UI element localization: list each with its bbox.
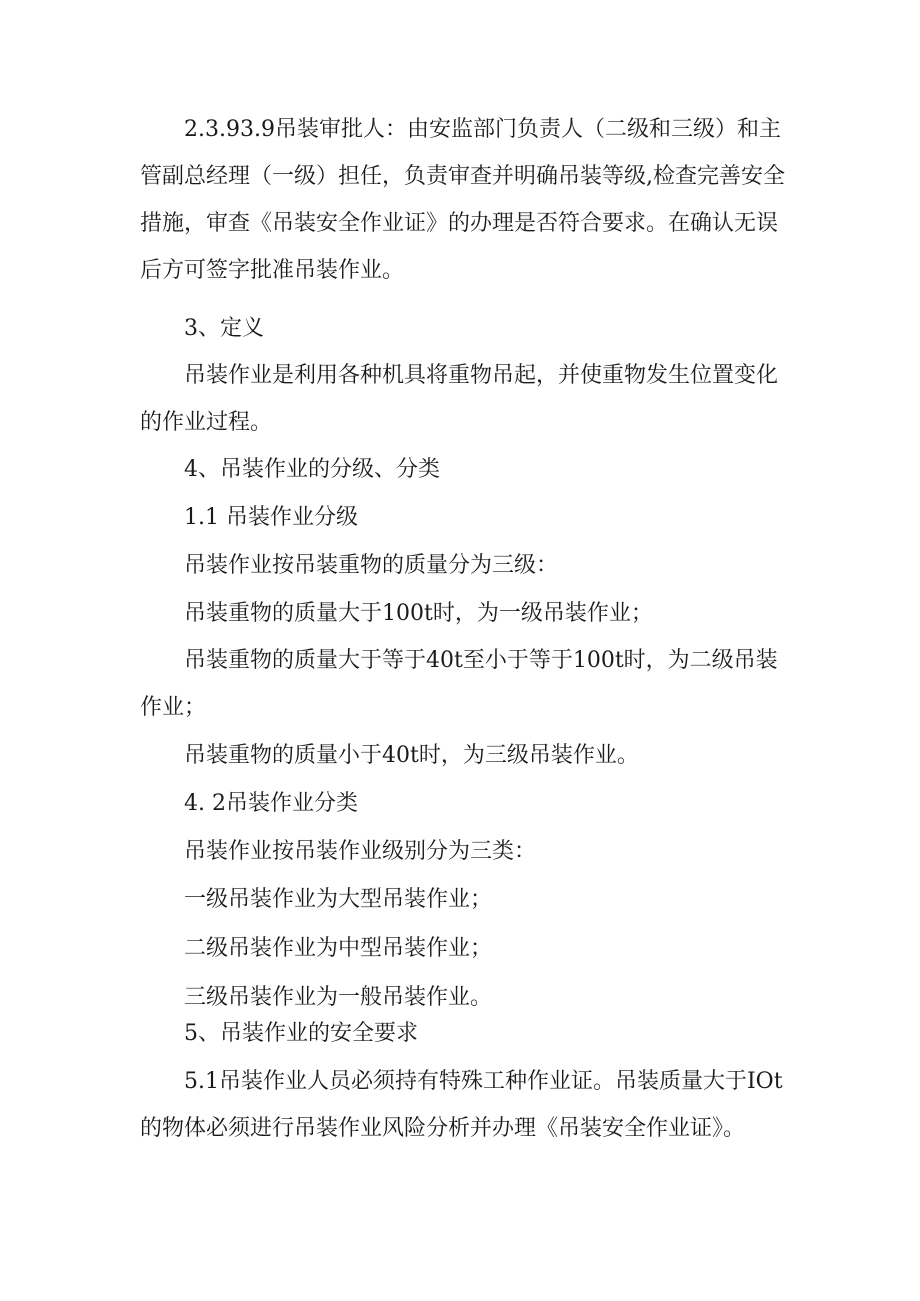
paragraph-grade-three: 吊装重物的质量小于40t时，为三级吊装作业。 xyxy=(184,743,639,768)
paragraph-grade-two: 吊装重物的质量大于等于40t至小于等于100t时，为二级吊装作业； xyxy=(140,648,778,720)
paragraph-definition: 吊装作业是利用各种机具将重物吊起，并使重物发生位置变化的作业过程。 xyxy=(140,363,779,435)
heading-safety-requirements: 5、吊装作业的安全要求 xyxy=(184,1021,418,1046)
paragraph-classification-intro: 吊装作业按吊装作业级别分为三类： xyxy=(184,839,537,864)
heading-grading-classification: 4、吊装作业的分级、分类 xyxy=(184,457,440,482)
paragraph-class-general: 三级吊装作业为一般吊装作业。 xyxy=(184,985,493,1010)
paragraph-class-large: 一级吊装作业为大型吊装作业； xyxy=(184,887,493,912)
heading-grading: 1.1 吊装作业分级 xyxy=(184,505,358,530)
paragraph-class-medium: 二级吊装作业为中型吊装作业； xyxy=(184,936,493,961)
heading-definition: 3、定义 xyxy=(184,316,264,341)
paragraph-grade-one: 吊装重物的质量大于100t时，为一级吊装作业； xyxy=(184,601,653,626)
paragraph-grading-intro: 吊装作业按吊装重物的质量分为三级： xyxy=(184,553,559,578)
heading-classification: 4. 2吊装作业分类 xyxy=(184,791,358,816)
paragraph-safety-certificate: 5.1吊装作业人员必须持有特殊工种作业证。吊装质量大于IOt的物体必须进行吊装作业风险分析并办理《吊装安全作业证》。 xyxy=(140,1069,783,1141)
paragraph-lift-approver: 2.3.93.9吊装审批人：由安监部门负责人（二级和三级）和主管副总经理（一级）担任，负责审查并明确吊装等级,检查完善安全措施，审查《吊装安全作业证》的办理是否符合要求。在确认无误后方可签字批准吊装作业。 xyxy=(140,117,785,283)
